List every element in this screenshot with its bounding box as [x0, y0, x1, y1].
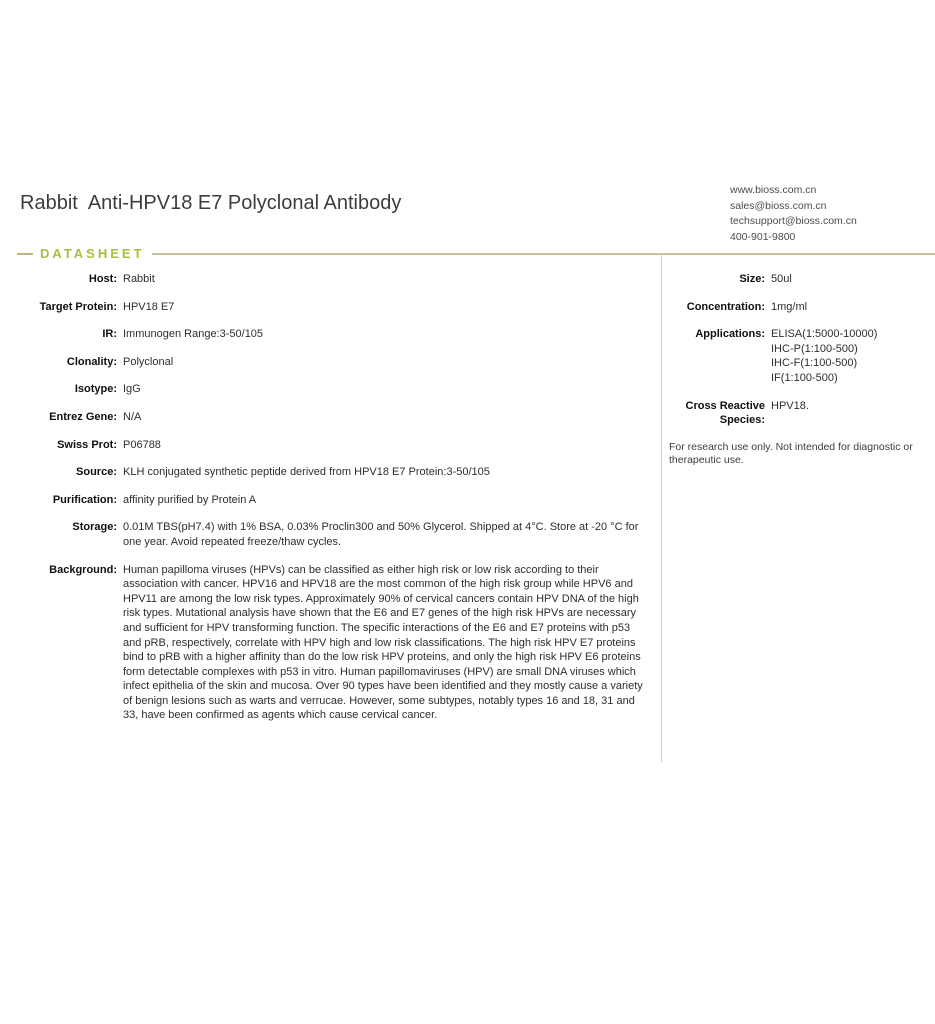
- field-row-target-protein: [0, 300, 655, 315]
- field-row-cross-reactive-species: [662, 399, 935, 428]
- contact-phone: 400-901-9800: [730, 230, 796, 243]
- field-label: Source:: [76, 466, 117, 479]
- field-row-purification: [0, 493, 655, 508]
- contact-techsupport-email: techsupport@bioss.com.cn: [730, 215, 857, 227]
- field-value: Rabbit: [123, 273, 155, 285]
- field-row-background: [0, 563, 655, 724]
- field-value: IgG: [123, 383, 141, 396]
- application-line: ELISA(1:5000-10000): [771, 328, 878, 341]
- datasheet-left-dash: [17, 253, 33, 255]
- field-value: 0.01M TBS(pH7.4) with 1% BSA, 0.03% Proclin300 and 50% Glycerol. Shipped at 4°C. Store at -20 °C for one year. Avoid repeated freeze/thaw cycles.: [123, 521, 639, 548]
- field-value: KLH conjugated synthetic peptide derived from HPV18 E7 Protein:3-50/105: [123, 466, 490, 479]
- field-value: Human papilloma viruses (HPVs) can be classified as either high risk or low risk according to their association with cancer. HPV16 and HPV18 are the most common of the high risk group while HPV6 and HPV11 are among the low risk types. Approximately 90% of cervical cancers contain HPV DNA of the high risk types. Mutational analysis have shown that the E6 and E7 genes of the high risk HPVs are necessary and sufficient for HPV transforming function. The specific interactions of the E6 and E7 proteins with p53 and pRB, respectively, correlate with HPV high and low risk classifications. The high risk HPV E7 proteins bind to pRB with a higher affinity than do the low risk HPV proteins, and only the high risk HPV E6 proteins form detectable complexes with p53 in vitro. Human papillomaviruses (HPV) are small DNA viruses which infect epithelia of the skin and mucosa. Over 90 types have been identified and they mostly cause a variety of benign lesions such as warts and verrucae. However, some subtypes, notably types 16 and 18, 31 and 33, have been confirmed as agents which cause cervical cancer.: [123, 563, 643, 722]
- field-label: Applications:: [695, 328, 765, 341]
- application-line: IHC-F(1:100-500): [771, 357, 858, 370]
- field-value: Polyclonal: [123, 355, 174, 368]
- application-line: IF(1:100-500): [771, 371, 838, 384]
- datasheet-label: DATASHEET: [40, 246, 145, 261]
- field-row-host: [0, 272, 655, 287]
- field-value: HPV18 E7: [123, 300, 175, 313]
- field-label: Entrez Gene:: [49, 410, 117, 423]
- field-label: Host:: [88, 273, 117, 285]
- field-value: 50ul: [771, 273, 792, 285]
- datasheet-horizontal-rule: [152, 253, 935, 255]
- field-label: IR:: [102, 328, 117, 341]
- field-label: Swiss Prot:: [57, 438, 117, 451]
- field-value: HPV18.: [771, 399, 809, 412]
- research-use-note: For research use only. Not intended for diagnostic or therapeutic use.: [669, 440, 913, 467]
- field-value: Immunogen Range:3-50/105: [123, 328, 264, 341]
- contact-block: [730, 183, 857, 245]
- field-row-isotype: [0, 382, 655, 397]
- product-title: Rabbit Anti-HPV18 E7 Polyclonal Antibody: [20, 192, 402, 214]
- field-row-source: [0, 465, 655, 480]
- field-label: Purification:: [52, 493, 117, 506]
- spec-table-right: [662, 272, 935, 468]
- field-label: Concentration:: [686, 300, 765, 313]
- field-row-swiss-prot: [0, 438, 655, 453]
- contact-sales-email: sales@bioss.com.cn: [730, 199, 827, 212]
- field-value: affinity purified by Protein A: [123, 493, 257, 506]
- swiss-prot-link[interactable]: P06788: [123, 438, 161, 451]
- field-row-applications: [662, 327, 935, 385]
- application-line: IHC-P(1:100-500): [771, 342, 858, 355]
- field-label: Storage:: [72, 521, 117, 534]
- field-row-clonality: [0, 355, 655, 370]
- field-row-concentration: [662, 300, 935, 315]
- field-row-storage: [0, 520, 655, 549]
- spec-table-left: [0, 272, 655, 736]
- field-value: [771, 327, 877, 385]
- field-row-size: [662, 272, 935, 287]
- datasheet-header: [0, 246, 935, 262]
- field-label: Background:: [49, 563, 117, 576]
- field-label: Cross Reactive Species:: [685, 399, 765, 427]
- field-label: Isotype:: [74, 383, 117, 396]
- field-row-entrez-gene: [0, 410, 655, 425]
- field-label: Clonality:: [66, 355, 117, 368]
- field-label: Size:: [739, 273, 765, 285]
- contact-website: www.bioss.com.cn: [730, 184, 817, 196]
- field-value: 1mg/ml: [771, 300, 808, 313]
- entrez-gene-link[interactable]: N/A: [123, 410, 142, 423]
- field-row-ir: [0, 327, 655, 342]
- field-label: Target Protein:: [39, 300, 117, 313]
